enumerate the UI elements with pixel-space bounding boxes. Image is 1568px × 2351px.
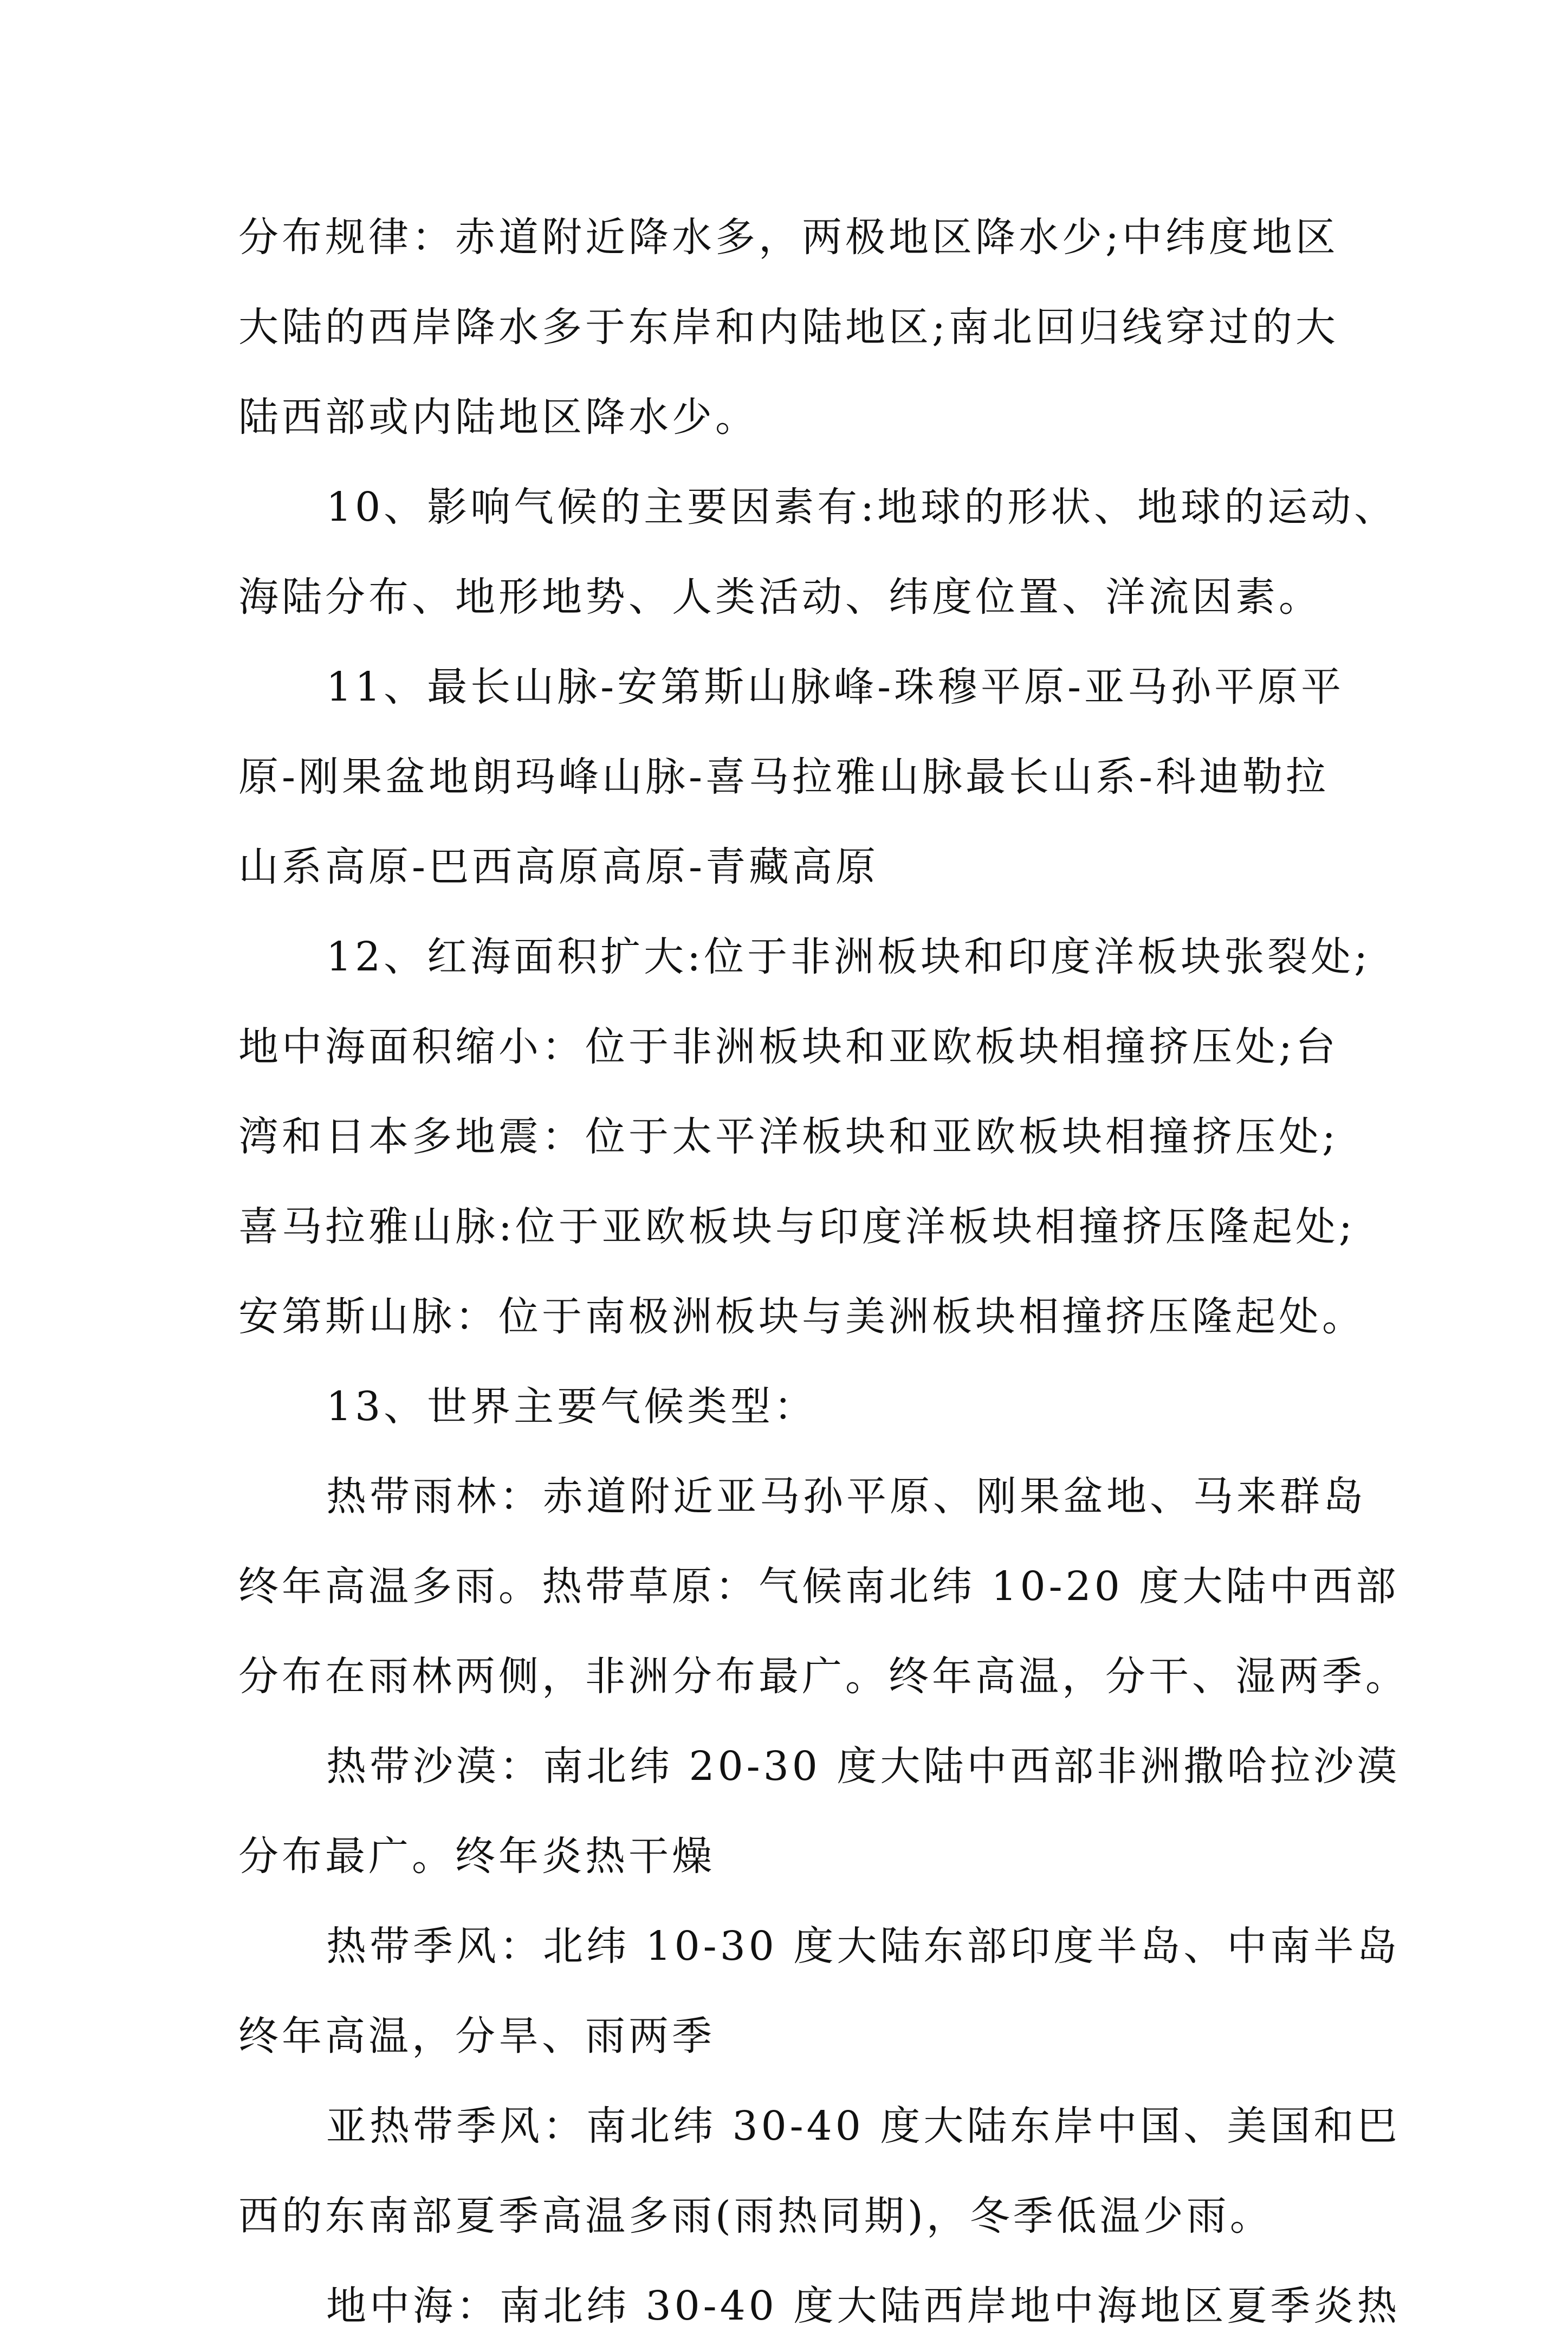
text-line: 地中海面积缩小：位于非洲板块和亚欧板块相撞挤压处;台	[238, 1024, 1339, 1070]
text-line: 陆西部或内陆地区降水少。	[238, 394, 759, 441]
text-line: 终年高温，分旱、雨两季	[238, 2013, 715, 2059]
text-line: 热带季风：北纬 10-30 度大陆东部印度半岛、中南半岛	[326, 1923, 1401, 1970]
text-line: 分布在雨林两侧，非洲分布最广。终年高温，分干、湿两季。	[238, 1653, 1409, 1700]
text-line: 大陆的西岸降水多于东岸和内陆地区;南北回归线穿过的大	[238, 304, 1339, 351]
text-line: 地中海：南北纬 30-40 度大陆西岸地中海地区夏季炎热	[326, 2283, 1401, 2329]
text-line: 西的东南部夏季高温多雨(雨热同期)，冬季低温少雨。	[238, 2193, 1273, 2239]
text-line: 原-刚果盆地朗玛峰山脉-喜马拉雅山脉最长山系-科迪勒拉	[238, 754, 1330, 800]
text-line: 亚热带季风：南北纬 30-40 度大陆东岸中国、美国和巴	[326, 2103, 1401, 2149]
text-line: 分布最广。终年炎热干燥	[238, 1833, 715, 1880]
text-line: 湾和日本多地震：位于太平洋板块和亚欧板块相撞挤压处;	[238, 1113, 1339, 1160]
text-line: 13、世界主要气候类型：	[326, 1383, 818, 1430]
text-line: 分布规律：赤道附近降水多，两极地区降水少;中纬度地区	[238, 214, 1339, 261]
text-line: 山系高原-巴西高原高原-青藏高原	[238, 844, 879, 890]
text-line: 热带沙漠：南北纬 20-30 度大陆中西部非洲撒哈拉沙漠	[326, 1743, 1401, 1790]
text-line: 终年高温多雨。热带草原：气候南北纬 10-20 度大陆中西部	[238, 1563, 1399, 1610]
text-line: 11、最长山脉-安第斯山脉峰-珠穆平原-亚马孙平原平	[326, 664, 1345, 710]
text-line: 热带雨林：赤道附近亚马孙平原、刚果盆地、马来群岛	[326, 1473, 1366, 1520]
text-line: 喜马拉雅山脉:位于亚欧板块与印度洋板块相撞挤压隆起处;	[238, 1203, 1356, 1250]
text-line: 安第斯山脉：位于南极洲板块与美洲板块相撞挤压隆起处。	[238, 1293, 1365, 1340]
text-line: 12、红海面积扩大:位于非洲板块和印度洋板块张裂处;	[326, 934, 1371, 980]
document-body	[238, 192, 1409, 2351]
text-line: 10、影响气候的主要因素有:地球的形状、地球的运动、	[326, 484, 1398, 530]
text-line: 海陆分布、地形地势、人类活动、纬度位置、洋流因素。	[238, 574, 1322, 620]
